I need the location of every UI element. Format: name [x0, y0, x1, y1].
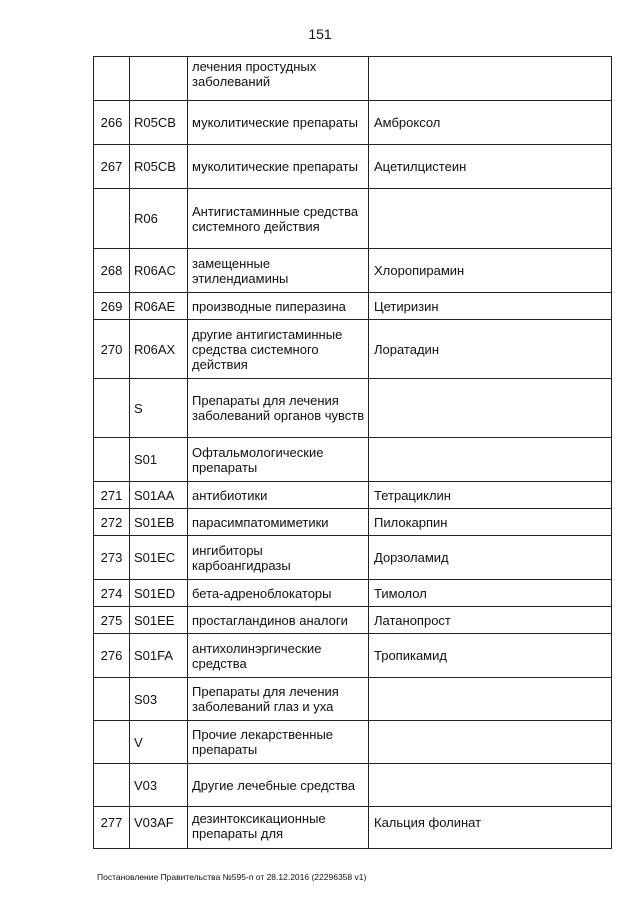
- drug-name: Цетиризин: [369, 293, 612, 320]
- row-number: 275: [94, 607, 130, 634]
- table-row: [94, 634, 612, 678]
- row-number: 270: [94, 320, 130, 379]
- group-description: Препараты для лечения заболеваний органов чувств: [188, 379, 369, 438]
- drug-name: Лоратадин: [369, 320, 612, 379]
- table-row: [94, 482, 612, 509]
- group-description: производные пиперазина: [188, 293, 369, 320]
- row-number: 273: [94, 536, 130, 580]
- table-row: [94, 807, 612, 849]
- atc-code: S01EB: [130, 509, 188, 536]
- row-number: 269: [94, 293, 130, 320]
- group-description: лечения простудных заболеваний: [188, 57, 369, 101]
- atc-code: S01FA: [130, 634, 188, 678]
- atc-code: R05CB: [130, 101, 188, 145]
- table-row: [94, 438, 612, 482]
- drug-registry-table: [93, 56, 612, 849]
- table-row: [94, 57, 612, 101]
- drug-name: [369, 189, 612, 249]
- row-number: 274: [94, 580, 130, 607]
- table-row: [94, 293, 612, 320]
- atc-code: S: [130, 379, 188, 438]
- drug-name: Хлоропирамин: [369, 249, 612, 293]
- atc-code: R06AC: [130, 249, 188, 293]
- drug-name: [369, 57, 612, 101]
- drug-name: Кальция фолинат: [369, 807, 612, 849]
- row-number: 276: [94, 634, 130, 678]
- atc-code: R06: [130, 189, 188, 249]
- group-description: парасимпатомиметики: [188, 509, 369, 536]
- group-description: муколитические препараты: [188, 145, 369, 189]
- group-description: Другие лечебные средства: [188, 764, 369, 807]
- atc-code: S01EC: [130, 536, 188, 580]
- row-number: [94, 379, 130, 438]
- row-number: [94, 764, 130, 807]
- atc-code: S01AA: [130, 482, 188, 509]
- table-row: [94, 249, 612, 293]
- row-number: 277: [94, 807, 130, 849]
- table-row: [94, 509, 612, 536]
- atc-code: S01: [130, 438, 188, 482]
- atc-code: V: [130, 721, 188, 764]
- drug-name: [369, 678, 612, 721]
- row-number: 272: [94, 509, 130, 536]
- group-description: антихолинэргические средства: [188, 634, 369, 678]
- row-number: 267: [94, 145, 130, 189]
- atc-code: V03AF: [130, 807, 188, 849]
- atc-code: R06AX: [130, 320, 188, 379]
- document-footer: Постановление Правительства №595-п от 28.12.2016 (22296358 v1): [97, 872, 367, 882]
- table-row: [94, 580, 612, 607]
- drug-name: Тимолол: [369, 580, 612, 607]
- row-number: [94, 721, 130, 764]
- drug-name: [369, 764, 612, 807]
- group-description: замещенные этилендиамины: [188, 249, 369, 293]
- drug-name: [369, 721, 612, 764]
- table-row: [94, 607, 612, 634]
- group-description: дезинтоксикационные препараты для: [188, 807, 369, 849]
- row-number: 268: [94, 249, 130, 293]
- atc-code: V03: [130, 764, 188, 807]
- group-description: антибиотики: [188, 482, 369, 509]
- table-row: [94, 678, 612, 721]
- group-description: бета-адреноблокаторы: [188, 580, 369, 607]
- group-description: Прочие лекарственные препараты: [188, 721, 369, 764]
- atc-code: R06AE: [130, 293, 188, 320]
- table-row: [94, 721, 612, 764]
- row-number: 271: [94, 482, 130, 509]
- drug-name: Тетрациклин: [369, 482, 612, 509]
- atc-code: S03: [130, 678, 188, 721]
- group-description: Антигистаминные средства системного действия: [188, 189, 369, 249]
- drug-name: [369, 438, 612, 482]
- row-number: [94, 678, 130, 721]
- table-row: [94, 320, 612, 379]
- group-description: Препараты для лечения заболеваний глаз и уха: [188, 678, 369, 721]
- table-row: [94, 101, 612, 145]
- table-row: [94, 764, 612, 807]
- atc-code: S01ED: [130, 580, 188, 607]
- group-description: муколитические препараты: [188, 101, 369, 145]
- table-row: [94, 536, 612, 580]
- page-number: 151: [308, 26, 332, 42]
- group-description: другие антигистаминные средства системного действия: [188, 320, 369, 379]
- drug-name: Тропикамид: [369, 634, 612, 678]
- drug-name: Латанопрост: [369, 607, 612, 634]
- atc-code: [130, 57, 188, 101]
- atc-code: S01EE: [130, 607, 188, 634]
- table-row: [94, 379, 612, 438]
- drug-name: Ацетилцистеин: [369, 145, 612, 189]
- table-row: [94, 145, 612, 189]
- atc-code: R05CB: [130, 145, 188, 189]
- group-description: ингибиторы карбоангидразы: [188, 536, 369, 580]
- row-number: [94, 438, 130, 482]
- drug-name: Амброксол: [369, 101, 612, 145]
- drug-name: Дорзоламид: [369, 536, 612, 580]
- row-number: [94, 189, 130, 249]
- table-row: [94, 189, 612, 249]
- row-number: 266: [94, 101, 130, 145]
- group-description: Офтальмологические препараты: [188, 438, 369, 482]
- row-number: [94, 57, 130, 101]
- drug-name: Пилокарпин: [369, 509, 612, 536]
- drug-name: [369, 379, 612, 438]
- group-description: простагландинов аналоги: [188, 607, 369, 634]
